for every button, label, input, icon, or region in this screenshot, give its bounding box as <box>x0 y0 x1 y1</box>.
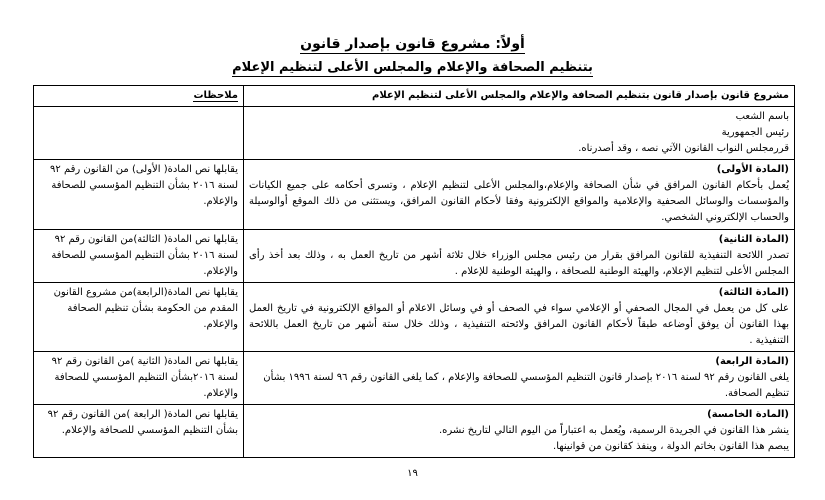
note-cell: يقابلها نص المادة(الرابعة)من مشروع القانون المقدم من الحكومة بشأن تنظيم الصحافة والإعلام. <box>34 283 244 352</box>
article-cell <box>244 405 795 458</box>
table-row <box>34 405 795 458</box>
article-cell <box>244 283 795 352</box>
note-cell: يقابلها نص المادة( الرابعة )من القانون رقم ٩٢ بشأن التنظيم المؤسسي للصحافة والإعلام. <box>34 405 244 458</box>
article-text: يلغى القانون رقم ٩٢ لسنة ٢٠١٦ بإصدار قانون التنظيم المؤسسي للصحافة والإعلام ، كما يلغى القانون رقم ٩٦ لسنة ١٩٩٦ بشأن تنظيم الصحافة. <box>263 372 789 399</box>
article-text: يبصم هذا القانون بخاتم الدولة ، وينفذ كقانون من قوانينها. <box>553 441 789 452</box>
header-notes-label: ملاحظات <box>193 90 238 101</box>
preamble-line: رئيس الجمهورية <box>721 127 789 138</box>
document-title <box>0 36 825 52</box>
header-main: مشروع قانون بإصدار قانون بتنظيم الصحافة والإعلام والمجلس الأعلى لتنظيم الإعلام <box>244 86 795 107</box>
article-text: ينشر هذا القانون في الجريدة الرسمية، ويُعمل به اعتباراً من اليوم التالي لتاريخ نشره. <box>438 425 789 436</box>
title-line-1: أولاً: مشروع قانون بإصدار قانون <box>300 36 525 52</box>
preamble-note-cell <box>34 107 244 160</box>
preamble-cell <box>244 107 795 160</box>
preamble-row <box>34 107 795 160</box>
preamble-line: قررمجلس النواب القانون الآتي نصه ، وقد أصدرناه. <box>578 143 789 154</box>
table-header-row <box>34 86 795 107</box>
note-cell: يقابلها نص المادة( الثانية )من القانون رقم ٩٢ لسنة ٢٠١٦بشأن التنظيم المؤسسي للصحافة والإعلام. <box>34 352 244 405</box>
article-cell <box>244 230 795 283</box>
article-title: (المادة الثالثة) <box>718 287 789 298</box>
article-cell <box>244 160 795 230</box>
document-subtitle <box>0 60 825 75</box>
article-text: يُعمل بأحكام القانون المرافق في شأن الصحافة والإعلام،والمجلس الأعلى لتنظيم الإعلام ، وتسرى أحكامه على جميع الكيانات والمؤسسات والوسائل الصحفية والإعلامية والمواقع الإلكترونية وفقا لأحكام القانون المرافق، ويستثنى من ذلك الموقع أوالوسيلة والحساب الإلكتروني الشخصي. <box>249 180 789 223</box>
law-comparison-table <box>33 85 795 458</box>
title-line-2: بتنظيم الصحافة والإعلام والمجلس الأعلى لتنظيم الإعلام <box>232 60 593 75</box>
article-cell <box>244 352 795 405</box>
article-title: (المادة الثانية) <box>718 234 789 245</box>
page-number: ١٩ <box>407 468 418 479</box>
header-notes <box>34 86 244 107</box>
article-text: على كل من يعمل في المجال الصحفي أو الإعلامي سواء في الصحف أو في وسائل الاعلام أو المواقع الإلكترونية في تاريخ العمل بهذا القانون أن يوفق أوضاعه طبقاً لأحكام القانون المرافق ولائحته التنفيذية ، وذلك خلال ستة أشهر من تاريخ العمل باللائحة التنفيذية . <box>249 303 789 346</box>
table-row <box>34 352 795 405</box>
article-title: (المادة الأولى) <box>716 164 789 175</box>
article-title: (المادة الرابعة) <box>715 356 789 367</box>
note-cell: يقابلها نص المادة( الأولى) من القانون رقم ٩٢ لسنة ٢٠١٦ بشأن التنظيم المؤسسي للصحافة والإعلام. <box>34 160 244 230</box>
table-row <box>34 283 795 352</box>
article-title: (المادة الخامسة) <box>707 409 789 420</box>
table-row <box>34 160 795 230</box>
preamble-line: باسم الشعب <box>735 111 789 122</box>
article-text: تصدر اللائحة التنفيذية للقانون المرافق بقرار من رئيس مجلس الوزراء خلال ثلاثة أشهر من تاريخ العمل به ، وذلك بعد أخذ رأى المجلس الأعلى لتنظيم الإعلام، والهيئة الوطنية للصحافة ، والهيئة الوطنية للإعلام . <box>249 250 789 277</box>
table-row <box>34 230 795 283</box>
note-cell: يقابلها نص المادة( الثالثة)من القانون رقم ٩٢ لسنة ٢٠١٦ بشأن التنظيم المؤسسي للصحافة والإعلام. <box>34 230 244 283</box>
